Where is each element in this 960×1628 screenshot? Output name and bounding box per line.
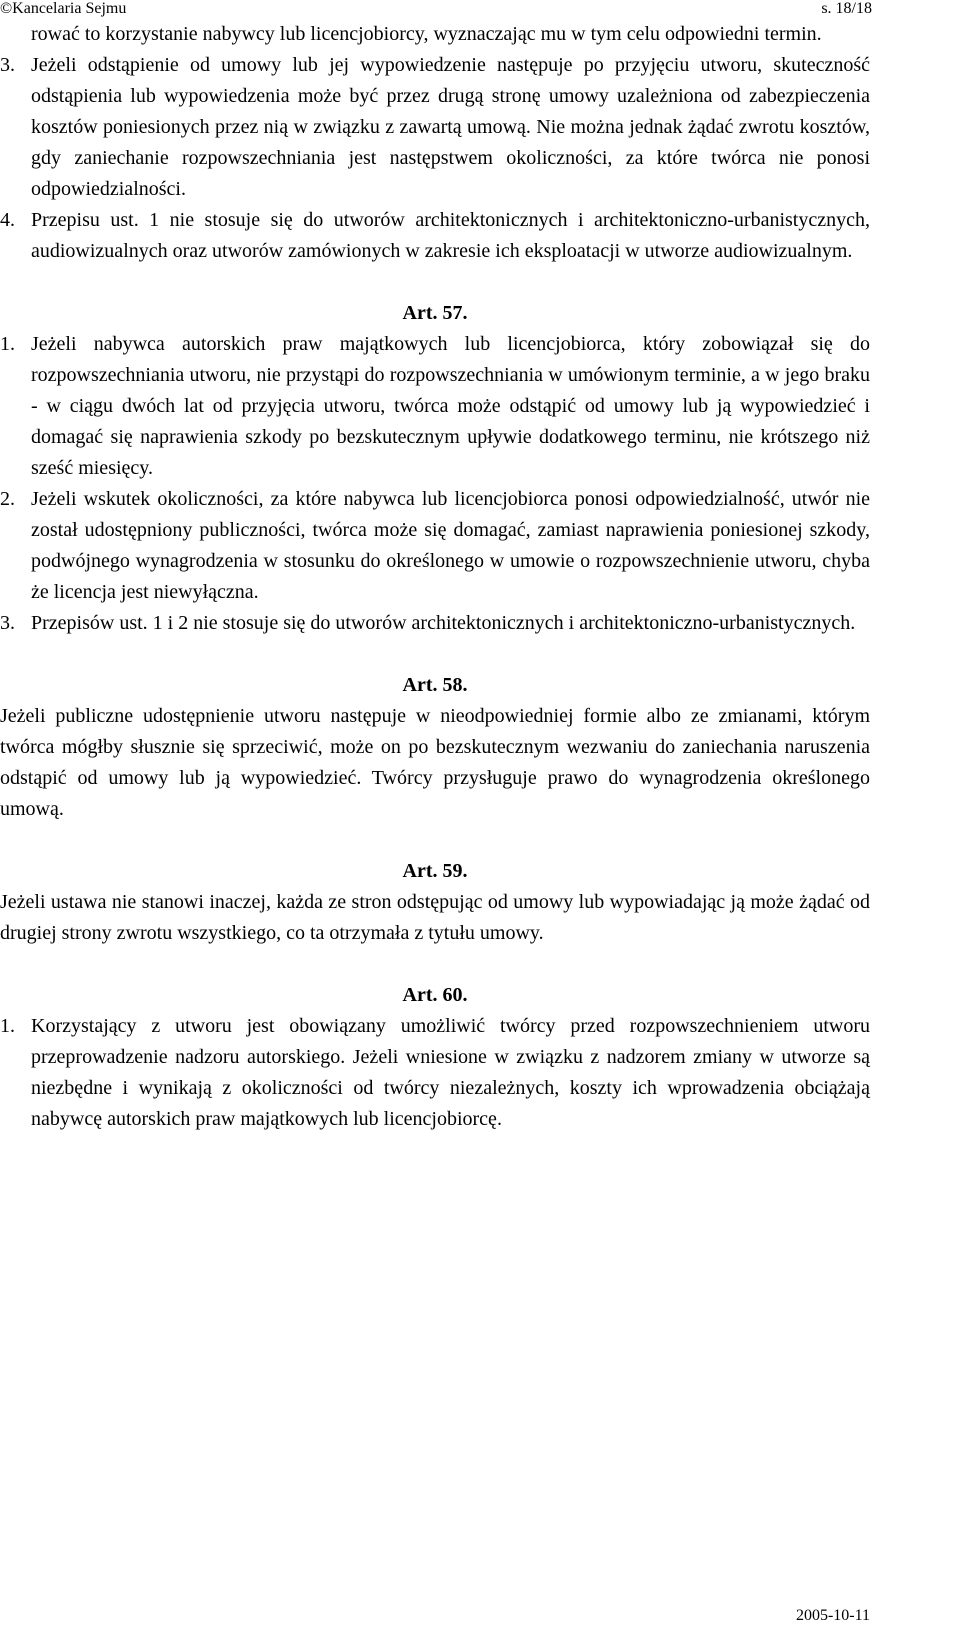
paragraph-number: 2. [0, 488, 15, 510]
footer-date: 2005-10-11 [795, 1607, 870, 1624]
art58-text: Jeżeli publiczne udostępnienie utworu następuje w nieodpowiedniej formie albo ze zmianami, którym twórca mógłby słusznie się sprzeciwić, może on po bezskutecznym wezwaniu do zaniechania naruszenia odstąpić od umowy lub ją wypowiedzieć. Twórcy przysługuje prawo do wynagrodzenia określonego umową. [0, 705, 870, 820]
paragraph-text: Przepisów ust. 1 i 2 nie stosuje się do utworów architektonicznych i architektoniczno-urbanistycznych. [31, 612, 856, 634]
paragraph-number: 1. [0, 333, 15, 355]
article-title-58: Art. 58. [402, 674, 468, 696]
art60-paragraph-1 [0, 1011, 870, 1135]
art56-p2-continuation: rować to korzystanie nabywcy lub licencjobiorcy, wyznaczając mu w tym celu odpowiedni termin. [31, 23, 822, 45]
art57-paragraph-1 [0, 329, 870, 484]
article-title-59: Art. 59. [402, 860, 468, 882]
article-title-57: Art. 57. [402, 302, 468, 324]
paragraph-text: Jeżeli nabywca autorskich praw majątkowych lub licencjobiorca, który zobowiązał się do rozpowszechniania utworu, nie przystąpi do rozpowszechniania w umówionym terminie, a w jego braku - w ciągu dwóch lat od przyjęcia utworu, twórca może odstąpić od umowy lub ją wypowiedzieć i domagać się naprawienia szkody po bezskutecznym upływie dodatkowego terminu, nie krótszego niż sześć miesięcy. [31, 333, 870, 479]
art56-paragraph-3 [0, 50, 870, 205]
paragraph-text: Korzystający z utworu jest obowiązany umożliwić twórcy przed rozpowszechnieniem utworu przeprowadzenie nadzoru autorskiego. Jeżeli wniesione w związku z nadzorem zmiany w utworze są niezbędne i wynikają z okoliczności od twórcy niezależnych, koszty ich wprowadzenia obciążają nabywcę autorskich praw majątkowych lub licencjobiorcę. [31, 1015, 870, 1130]
paragraph-number: 1. [0, 1015, 15, 1037]
article-title-60: Art. 60. [402, 984, 468, 1006]
art57-paragraph-2 [0, 484, 870, 608]
paragraph-number: 3. [0, 612, 15, 634]
paragraph-text: Jeżeli wskutek okoliczności, za które nabywca lub licencjobiorca ponosi odpowiedzialność, utwór nie został udostępniony publiczności, twórca może się domagać, zamiast naprawienia poniesionej szkody, podwójnego wynagrodzenia w stosunku do określonego w umowie o rozpowszechnienie utworu, chyba że licencja jest niewyłączna. [31, 488, 870, 603]
document-body [0, 19, 870, 1135]
art56-paragraph-4 [0, 205, 870, 267]
paragraph-text: Przepisu ust. 1 nie stosuje się do utworów architektonicznych i architektoniczno-urbanistycznych, audiowizualnych oraz utworów zamówionych w zakresie ich eksploatacji w utworze audiowizualnym. [31, 209, 870, 262]
paragraph-number: 4. [0, 209, 15, 231]
header-page-number: s. 18/18 [821, 0, 872, 17]
paragraph-number: 3. [0, 54, 15, 76]
art57-paragraph-3 [0, 608, 870, 639]
paragraph-text: Jeżeli odstąpienie od umowy lub jej wypowiedzenie następuje po przyjęciu utworu, skuteczność odstąpienia lub wypowiedzenia może być przez drugą stronę umowy uzależniona od zabezpieczenia kosztów poniesionych przez nią w związku z zawartą umową. Nie można jednak żądać zwrotu kosztów, gdy zaniechanie rozpowszechniania jest następstwem okoliczności, za które twórca nie ponosi odpowiedzialności. [31, 54, 870, 200]
art59-text: Jeżeli ustawa nie stanowi inaczej, każda ze stron odstępując od umowy lub wypowiadając ją może żądać od drugiej strony zwrotu wszystkiego, co ta otrzymała z tytułu umowy. [0, 891, 870, 944]
header-publisher: ©Kancelaria Sejmu [0, 0, 127, 17]
